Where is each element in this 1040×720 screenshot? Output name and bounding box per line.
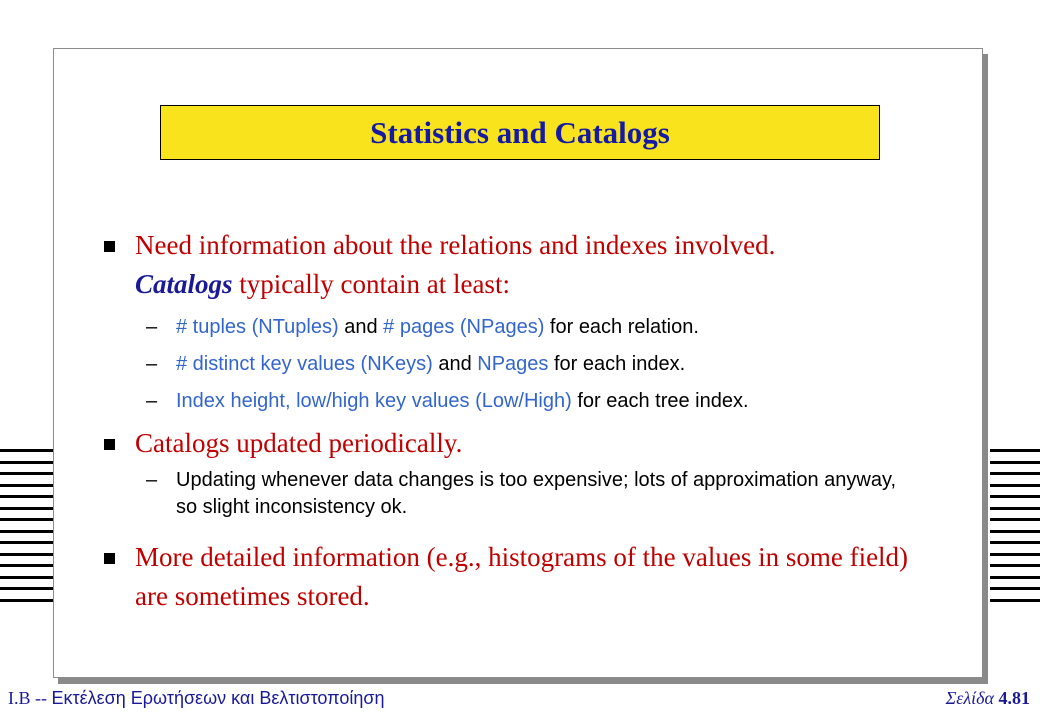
decorative-line bbox=[990, 599, 1040, 602]
slide-title: Statistics and Catalogs bbox=[370, 114, 670, 150]
decorative-line bbox=[990, 576, 1040, 579]
decorative-line bbox=[990, 541, 1040, 544]
slide-content bbox=[98, 226, 918, 618]
decorative-line bbox=[0, 553, 53, 556]
decorative-line bbox=[990, 553, 1040, 556]
decorative-line bbox=[0, 461, 53, 464]
decorative-line bbox=[0, 484, 53, 487]
dash-bullet-icon: – bbox=[146, 316, 158, 338]
sub-bullet-distinct-keys: – # distinct key values (NKeys) and NPages for each index. bbox=[98, 351, 918, 378]
bullet-catalogs-updated: Catalogs updated periodically. bbox=[98, 424, 918, 463]
decorative-line bbox=[990, 564, 1040, 567]
decorative-line bbox=[0, 507, 53, 510]
decorative-line bbox=[0, 541, 53, 544]
square-bullet-icon bbox=[104, 241, 115, 252]
decorative-line bbox=[0, 495, 53, 498]
catalogs-emphasis: Catalogs bbox=[135, 269, 233, 299]
left-decorative-lines bbox=[0, 449, 53, 610]
decorative-line bbox=[990, 449, 1040, 452]
title-banner bbox=[160, 105, 880, 160]
sub-bullet-updating: – Updating whenever data changes is too expensive; lots of approximation anyway, so slight inconsistency ok. bbox=[146, 469, 897, 518]
decorative-line bbox=[0, 518, 53, 521]
footer-page-number: Σελίδα 4.81 bbox=[945, 688, 1030, 708]
square-bullet-icon bbox=[104, 439, 115, 450]
decorative-line bbox=[0, 576, 53, 579]
bullet-catalog-info bbox=[98, 226, 918, 304]
decorative-line bbox=[990, 507, 1040, 510]
decorative-line bbox=[990, 518, 1040, 521]
bullet-text: Need information about the relations and indexes involved. Catalogs typically contain at least: bbox=[135, 230, 776, 299]
decorative-line bbox=[990, 495, 1040, 498]
sub-bullet-tuples-pages: – # tuples (NTuples) and # pages (NPages) for each relation. bbox=[98, 314, 918, 341]
decorative-line bbox=[990, 530, 1040, 533]
decorative-line bbox=[990, 472, 1040, 475]
decorative-line bbox=[0, 530, 53, 533]
decorative-line bbox=[990, 461, 1040, 464]
decorative-line bbox=[0, 599, 53, 602]
sub-bullet-index-height: – Index height, low/high key values (Low/High) for each tree index. bbox=[98, 388, 918, 415]
dash-bullet-icon: – bbox=[146, 469, 158, 491]
footer-course-label: I.B -- Εκτέλεση Ερωτήσεων και Βελτιστοποίηση bbox=[8, 688, 385, 708]
bullet-detailed-info: More detailed information (e.g., histograms of the values in some field) are sometimes stored. bbox=[98, 538, 918, 616]
decorative-line bbox=[0, 587, 53, 590]
decorative-line bbox=[990, 484, 1040, 487]
right-decorative-lines bbox=[990, 449, 1040, 610]
decorative-line bbox=[0, 564, 53, 567]
decorative-line bbox=[0, 449, 53, 452]
square-bullet-icon bbox=[104, 553, 115, 564]
decorative-line bbox=[990, 587, 1040, 590]
dash-bullet-icon: – bbox=[146, 390, 158, 412]
dash-bullet-icon: – bbox=[146, 353, 158, 375]
decorative-line bbox=[0, 472, 53, 475]
